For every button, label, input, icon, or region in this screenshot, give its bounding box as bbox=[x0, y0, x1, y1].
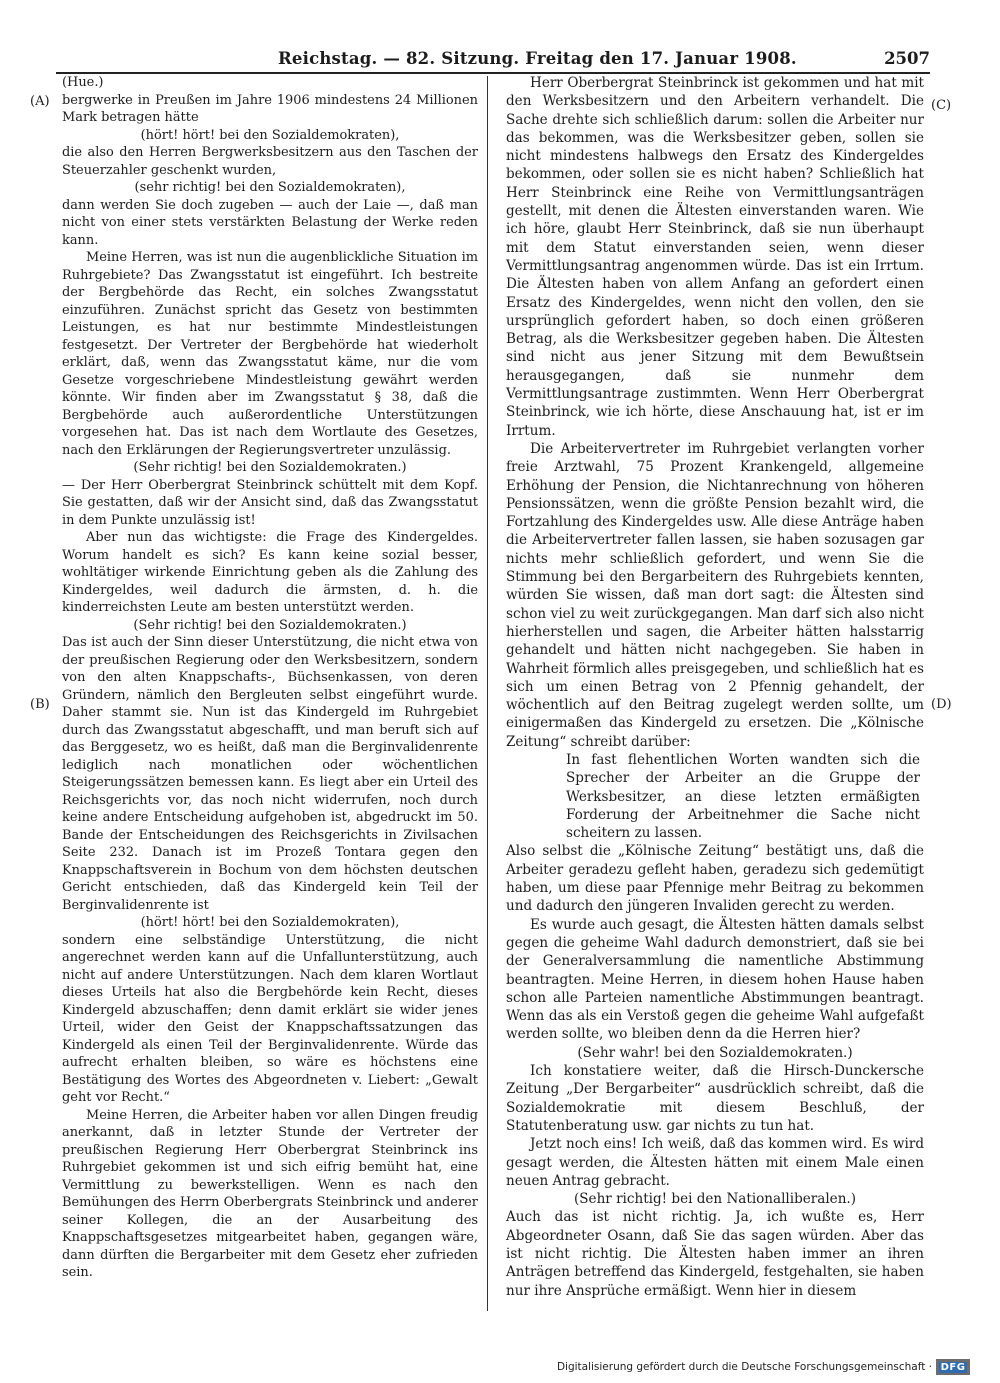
interjection: (Sehr richtig! bei den Sozialdemokraten.) bbox=[133, 617, 407, 633]
paragraph: Das ist auch der Sinn dieser Unterstützung, die nicht etwa von der preußischen Regierung oder den Werksbesitzern, sondern von den alten Knappschafts-, Büchsenkassen, von deren Gründern, nämlich den Bergleuten selbst eingeführt wurde. Daher stammt sie. Nun ist das Kindergeld im Ruhrgebiet durch das Zwangsstatut abgeschafft, und man beruft sich auf das Berggesetz, wo es heißt, daß man die Berginvalidenrente lediglich nach monatlichen oder wöchentlichen Steigerungssätzen bemessen kann. Es liegt aber ein Urteil des Reichsgerichts vor, das noch nicht widerrufen, noch durch keine andere Entscheidung aufgehoben ist, abgedruckt im 50. Bande der Entscheidungen des Reichsgerichts in Zivilsachen Seite 232. Danach ist im Prozeß Tontara gegen den Knappschaftsverein in Bochum von dem höchsten deutschen Gericht entschieden, daß das Kindergeld kein Teil der Berginvalidenrente ist bbox=[62, 635, 478, 913]
speaker-label: (Hue.) bbox=[62, 75, 104, 90]
dfg-logo bbox=[936, 1359, 970, 1375]
paragraph: Ich konstatiere weiter, daß die Hirsch-Dunckersche Zeitung „Der Bergarbeiter“ ausdrücklich schreibt, daß die Sozialdemokratie mit diesem Beschluß, der Statutenberatung usw. gar nichts zu tun hat. bbox=[506, 1063, 924, 1134]
paragraph: — Der Herr Oberbergrat Steinbrinck schüttelt mit dem Kopf. Sie gestatten, daß wir der Ansicht sind, daß das Zwangsstatut in dem Punkte unzulässig ist! bbox=[62, 477, 478, 528]
running-title: Reichstag. — 82. Sitzung. Freitag den 17. Januar 1908. bbox=[278, 49, 797, 68]
paragraph: dann werden Sie doch zugeben — auch der Laie —, daß man nicht von einer stets verstärkten Belastung der Werke reden kann. bbox=[62, 197, 478, 248]
paragraph: bergwerke in Preußen im Jahre 1906 mindestens 24 Millionen Mark betragen hätte bbox=[62, 92, 478, 125]
margin-marker-c: (C) bbox=[931, 98, 952, 113]
margin-marker-a: (A) bbox=[30, 94, 50, 109]
page-header bbox=[0, 49, 1000, 71]
paragraph: Auch das ist nicht richtig. Ja, ich wußte es, Herr Abgeordneter Osann, daß Sie das sagen würden. Aber das ist nicht richtig. Die Ältesten haben immer an ihren Anträgen betreffend das Kindergeld, festgehalten, sie haben nur ihre Ansprüche ermäßigt. Wenn hier in diesem bbox=[506, 1209, 924, 1299]
margin-marker-d: (D) bbox=[931, 697, 952, 712]
paragraph: Also selbst die „Kölnische Zeitung“ bestätigt uns, daß die Arbeiter geradezu gefleht haben, geradezu sich gedemütigt haben, um diese paar Pfennige mehr Beitrag zu bekommen und dadurch den jüngeren Invaliden gerecht zu werden. bbox=[506, 843, 924, 915]
dfg-logo-text: DFG bbox=[940, 1361, 966, 1373]
right-column bbox=[506, 74, 924, 1300]
funding-note: Digitalisierung gefördert durch die Deutsche Forschungsgemeinschaft · bbox=[556, 1361, 932, 1373]
margin-marker-b: (B) bbox=[30, 697, 50, 712]
interjection: (sehr richtig! bei den Sozialdemokraten), bbox=[134, 180, 406, 195]
paragraph: Die Arbeitervertreter im Ruhrgebiet verlangten vorher freie Arztwahl, 75 Prozent Krankengeld, allgemeine Erhöhung der Pension, die Nichtanrechnung von höheren Pensionssätzen, wenn die größte Pension bezahlt wird, die Fortzahlung des Kindergeldes usw. Alle diese Anträge haben die Arbeitervertreter fallen lassen, sie haben sozusagen gar nichts mehr schließlich gefordert, und wenn Sie die Stimmung bei den Bergarbeitern des Ruhrgebiets kennten, würden Sie wissen, daß man dort sagt: die Ältesten sind schon viel zu weit zurückgegangen. Man darf sich also nicht hierherstellen und sagen, die Arbeiter hätten halsstarrig gehandelt und hätten nicht nachgegeben. Sie haben in Wahrheit förmlich alles preisgegeben, und schließlich hat es sich um einen Betrag von 2 Pfennig gehandelt, der wöchentlich auf den Beitrag zugelegt werden sollte, um einigermaßen das Kindergeld zu ersetzen. Die „Kölnische Zeitung“ schreibt darüber: bbox=[506, 440, 924, 750]
interjection: (hört! hört! bei den Sozialdemokraten), bbox=[140, 915, 400, 930]
paragraph: Meine Herren, die Arbeiter haben vor allen Dingen freudig anerkannt, daß in letzter Stunde der Vertreter der preußischen Regierung Herr Oberbergrat Steinbrinck ins Ruhrgebiet gekommen ist und sich eifrig bemüht hat, eine Vermittlung zu bewerkstelligen. Wenn es nach den Bemühungen des Herrn Oberbergrats Steinbrinck und anderer seiner Kollegen, die an der Ausarbeitung des Knappschaftsgesetzes mitgearbeitet haben, gegangen wäre, dann dürften die Bergarbeiter mit dem Gesetz eher zufrieden sein. bbox=[62, 1107, 478, 1280]
paragraph: Es wurde auch gesagt, die Ältesten hätten damals selbst gegen die geheime Wahl dadurch demonstriert, daß sie bei der Generalversammlung die namentliche Abstimmung beantragten. Meine Herren, in diesem hohen Hause haben schon alle Parteien namentliche Abstimmungen beantragt. Wenn das als ein Verstoß gegen die geheime Wahl aufgefaßt werden sollte, wo bleiben denn da die Herren hier? bbox=[506, 916, 924, 1043]
left-column bbox=[62, 74, 478, 1282]
interjection: (hört! hört! bei den Sozialdemokraten), bbox=[140, 127, 400, 143]
paragraph: sondern eine selbständige Unterstützung, die nicht angerechnet werden kann auf die Unfallunterstützung, auch nicht auf andere Unterstützungen. Nach dem klaren Wortlaut dieses Urteils hat also die Bergbehörde kein Recht, dieses Kindergeld abzuschaffen; denn damit erklärt sie wider jenes Urteil, wider den Geist der Knappschaftssatzungen das Kindergeld als einen Teil der Berginvalidenrente. Würde das aufrecht erhalten bleiben, so wäre es höchstens eine Bestätigung des Wortes des Abgeordneten v. Liebert: „Gewalt geht vor Recht.“ bbox=[62, 932, 478, 1105]
interjection: (Sehr richtig! bei den Sozialdemokraten.) bbox=[133, 460, 407, 475]
paragraph: Aber nun das wichtigste: die Frage des Kindergeldes. Worum handelt es sich? Es kann keine sozial besser, wohltätiger wirkende Einrichtung geben als die Zahlung des Kindergeldes, weil dadurch die ärmsten, d. h. die kinderreichsten Leute am besten unterstützt werden. bbox=[62, 530, 478, 615]
paragraph: Jetzt noch eins! Ich weiß, daß das kommen wird. Es wird gesagt werden, die Ältesten hätten mit einem Male einen neuen Antrag gebracht. bbox=[506, 1136, 924, 1189]
page-footer bbox=[0, 1359, 1000, 1379]
paragraph: die also den Herren Bergwerksbesitzern aus den Taschen der Steuerzahler geschenkt wurden, bbox=[62, 145, 478, 178]
paragraph: Meine Herren, was ist nun die augenblickliche Situation im Ruhrgebiete? Das Zwangsstatut ist eingeführt. Ich bestreite der Bergbehörde das Recht, ein solches Zwangsstatut einzuführen. Zunächst spricht das Gesetz von bestimmten Leistungen, es hat nur bestimmte Mindestleistungen festgesetzt. Der Vertreter der Bergbehörde hat wiederholt erklärt, daß, wenn das Zwangsstatut käme, nur die vom Gesetze vorgeschriebene Mindestleistung gewährt werden könnte. Wir finden aber im Zwangsstatut § 38, daß die Bergbehörde auch außerordentliche Unterstützungen vorgesehen hat. Das ist nach dem Wortlaute des Gesetzes, nach den Erklärungen der Regierungsvertreter unzulässig. bbox=[62, 250, 478, 458]
paragraph: Herr Oberbergrat Steinbrinck ist gekommen und hat mit den Werksbesitzern und den Arbeitern verhandelt. Die Sache drehte sich schließlich darum: sollen die Arbeiter nur das bekommen, was die Werksbesitzer geben, sollen sie nicht mindestens halbwegs den Ersatz des Kindergeldes bekommen, oder sollen sie es nicht haben? Schließlich hat Herr Steinbrinck eine Reihe von Vermittlungsanträgen gestellt, mit denen die Ältesten einverstanden waren. Wie ich höre, glaubt Herr Steinbrinck, daß sie nun überhaupt mit dem Statut einverstanden seien, wenn dieser Vermittlungsantrag angenommen würde. Das ist ein Irrtum. Die Ältesten haben von allem Anfang an gefordert einen Ersatz des Kindergeldes, wenn nicht den vollen, den sie ursprünglich gefordert haben, so doch einen größeren Betrag, als die Werksbesitzer gegeben haben. Die Ältesten sind nicht aus jener Sitzung mit dem Bewußtsein herausgegangen, daß sie nunmehr dem Vermittlungsantrage zustimmten. Wenn Herr Oberbergrat Steinbrinck, wie ich hörte, diese Anschauung hat, ist er im Irrtum. bbox=[506, 75, 924, 439]
interjection: (Sehr wahr! bei den Sozialdemokraten.) bbox=[577, 1044, 853, 1061]
interjection: (Sehr richtig! bei den Nationalliberalen.) bbox=[573, 1191, 857, 1208]
block-quote: In fast flehentlichen Worten wandten sich die Sprecher der Arbeiter an die Gruppe der Werksbesitzer, an diese letzten ermäßigten Forderung der Arbeitnehmer die Sache nicht scheitern zu lassen. bbox=[566, 751, 920, 842]
column-divider bbox=[487, 76, 488, 1311]
page-number: 2507 bbox=[884, 49, 930, 68]
